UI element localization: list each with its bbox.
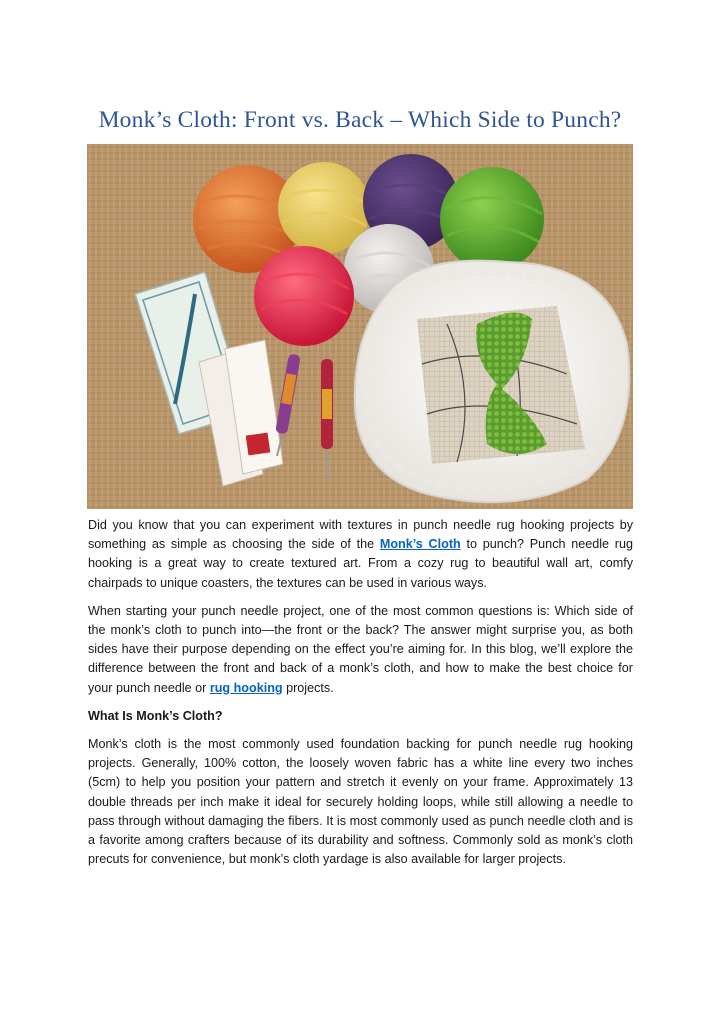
- third-paragraph: Monk’s cloth is the most commonly used foundation backing for punch needle rug hooking projects. Generally, 100% cotton, the loosely woven fabric has a white line every two inches (5cm) to help you position your pattern and stretch it evenly on your frame. Approximately 13 double threads per inch make it ideal for securely holding loops, while still allowing a needle to pass through without damaging the fibers. It is most commonly used as punch needle cloth and is a favorite among crafters because of its durability and softness. Commonly sold as monk’s cloth precuts for convenience, but monk’s cloth yardage is also available for larger projects.: [88, 737, 633, 867]
- second-paragraph: [88, 602, 633, 698]
- intro-text-start: Did you know that you can experiment with textures in punch needle rug hooking projects by something as simple as choosing the side of the: [88, 518, 633, 552]
- green-yarn-ball: [440, 167, 544, 271]
- section-heading: What Is Monk’s Cloth?: [88, 708, 223, 723]
- second-text-start: When starting your punch needle project, one of the most common questions is: Which side of the monk’s cloth to punch into—the front or the back? The answer might surprise you, as both sides have their purpose depending on the effect you’re aiming for. In this blog, we’ll explore the difference between the front and back of a monk’s cloth, and how to make the best choice for your punch needle or: [88, 603, 633, 695]
- intro-paragraph: [88, 516, 633, 593]
- second-text-end: projects.: [282, 680, 334, 695]
- hero-image: [87, 144, 633, 509]
- embroidery-hoop: [355, 261, 629, 503]
- monks-cloth-link[interactable]: Monk’s Cloth: [379, 537, 461, 552]
- article-body: [88, 516, 633, 878]
- page-title: Monk’s Cloth: Front vs. Back – Which Side to Punch?: [98, 107, 622, 133]
- rug-hooking-link[interactable]: rug hooking: [209, 680, 283, 695]
- intro-text-end: to punch? Punch needle rug hooking is a great way to create textured art. From a cozy rug to beautiful wall art, comfy chairpads to unique coasters, the textures can be used in various ways.: [88, 537, 634, 590]
- pink-yarn-ball: [254, 246, 354, 346]
